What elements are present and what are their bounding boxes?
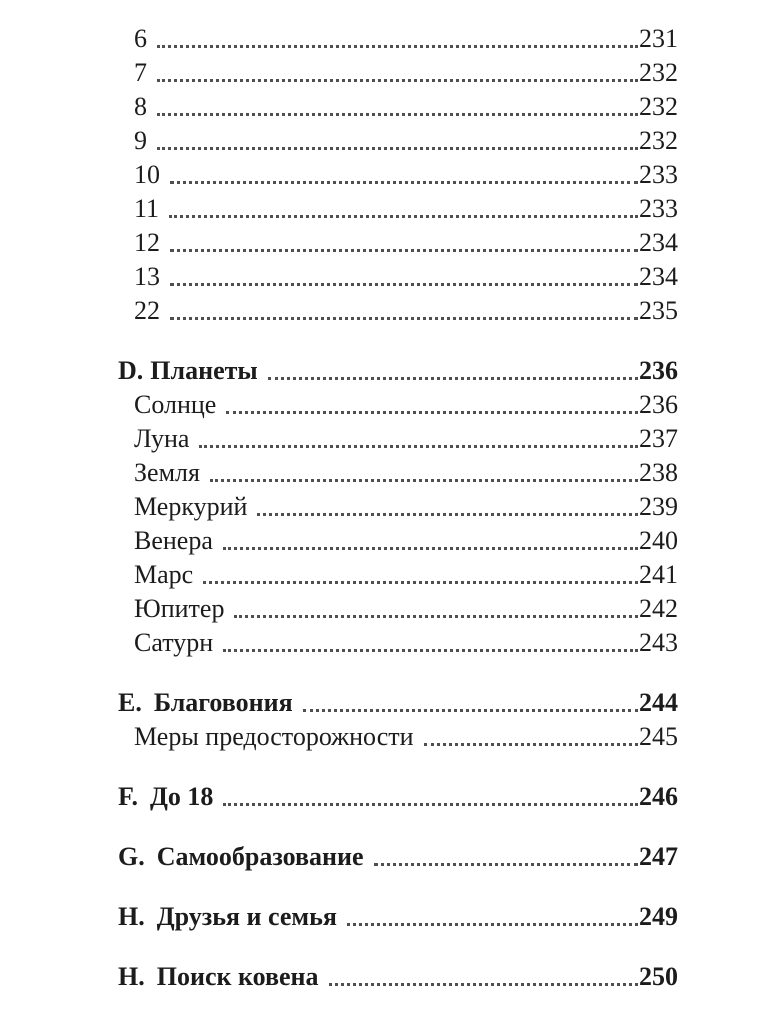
toc-row	[118, 124, 678, 158]
toc-section-row	[118, 780, 678, 814]
dot-leader	[374, 863, 638, 866]
dot-leader	[223, 803, 638, 806]
dot-leader	[234, 615, 638, 618]
toc-row	[118, 490, 678, 524]
toc-row	[118, 22, 678, 56]
toc-page-number: 234	[639, 262, 678, 291]
toc-section-label	[118, 900, 337, 934]
toc-page-number: 232	[639, 126, 678, 155]
toc-row	[118, 388, 678, 422]
toc-page-number: 247	[639, 842, 678, 871]
toc-entry-label: 8	[134, 92, 147, 121]
dot-leader	[170, 249, 638, 252]
toc-entry-label: 12	[134, 228, 160, 257]
toc-page-number: 231	[639, 24, 678, 53]
toc-entry-label: 10	[134, 160, 160, 189]
toc-entry-label: 7	[134, 58, 147, 87]
dot-leader	[203, 581, 638, 584]
toc-page-number: 237	[639, 424, 678, 453]
section-title: Самообразование	[156, 842, 364, 871]
dot-leader	[223, 547, 638, 550]
toc-section-row	[118, 354, 678, 388]
toc-entry-label: Марс	[134, 560, 194, 589]
toc-page-number: 233	[639, 194, 678, 223]
section-letter: D.	[118, 356, 144, 385]
toc-row	[118, 592, 678, 626]
toc-row	[118, 90, 678, 124]
toc-page-number: 232	[639, 92, 678, 121]
toc-page-number: 249	[639, 902, 678, 931]
toc-section-label	[118, 354, 258, 388]
section-letter: G.	[118, 842, 145, 871]
toc-page-number: 233	[639, 160, 678, 189]
toc-page-number: 246	[639, 782, 678, 811]
dot-leader	[223, 649, 638, 652]
dot-leader	[170, 283, 638, 286]
toc-page-number: 232	[639, 58, 678, 87]
toc-section-row	[118, 960, 678, 994]
dot-leader	[329, 983, 638, 986]
dot-leader	[157, 79, 638, 82]
dot-leader	[303, 709, 638, 712]
toc-row	[118, 626, 678, 660]
toc-entry-label: 13	[134, 262, 160, 291]
section-letter: F.	[118, 782, 138, 811]
toc-row	[118, 456, 678, 490]
section-letter: H.	[118, 902, 145, 931]
dot-leader	[268, 377, 638, 380]
toc-page-number: 235	[639, 296, 678, 325]
toc-page-number: 234	[639, 228, 678, 257]
dot-leader	[226, 411, 638, 414]
toc-section-label	[118, 686, 293, 720]
toc-row	[118, 524, 678, 558]
toc-row	[118, 192, 678, 226]
toc-section-label	[118, 780, 213, 814]
dot-leader	[169, 215, 638, 218]
toc-entry-label: Меркурий	[134, 492, 248, 521]
toc-entry-label: Луна	[134, 424, 190, 453]
toc-section-label	[118, 840, 364, 874]
toc-row	[118, 226, 678, 260]
dot-leader	[170, 317, 638, 320]
section-title: До 18	[150, 782, 214, 811]
toc-row	[118, 56, 678, 90]
toc-row	[118, 158, 678, 192]
dot-leader	[210, 479, 638, 482]
toc-entry-label: 9	[134, 126, 147, 155]
dot-leader	[424, 743, 638, 746]
toc-entry-label: Земля	[134, 458, 200, 487]
dot-leader	[257, 513, 638, 516]
section-letter: E.	[118, 688, 142, 717]
toc-entry-label: Венера	[134, 526, 213, 555]
dot-leader	[170, 181, 638, 184]
toc-section-row	[118, 840, 678, 874]
toc-page-number: 240	[639, 526, 678, 555]
toc-page-number: 238	[639, 458, 678, 487]
dot-leader	[347, 923, 638, 926]
dot-leader	[157, 113, 638, 116]
toc-page-number: 236	[639, 356, 678, 385]
section-title: Поиск ковена	[156, 962, 319, 991]
section-letter: H.	[118, 962, 145, 991]
toc-page-number: 239	[639, 492, 678, 521]
dot-leader	[157, 147, 638, 150]
toc-entry-label: Солнце	[134, 390, 217, 419]
toc-row	[118, 558, 678, 592]
toc-page-number: 242	[639, 594, 678, 623]
toc-entry-label: 22	[134, 296, 160, 325]
dot-leader	[199, 445, 638, 448]
toc-page-number: 243	[639, 628, 678, 657]
toc-entry-label: Сатурн	[134, 628, 214, 657]
section-title: Друзья и семья	[156, 902, 337, 931]
toc-page-number: 244	[639, 688, 678, 717]
toc-section-row	[118, 900, 678, 934]
toc-row	[118, 422, 678, 456]
toc-row	[118, 260, 678, 294]
toc-row	[118, 294, 678, 328]
toc-entry-label: 11	[134, 194, 160, 223]
toc-section-label	[118, 960, 319, 994]
toc-row	[118, 720, 678, 754]
toc-page-number: 236	[639, 390, 678, 419]
section-title: Благовония	[153, 688, 293, 717]
toc-entry-label: 6	[134, 24, 147, 53]
toc-page-number: 241	[639, 560, 678, 589]
toc-page-number: 250	[639, 962, 678, 991]
toc-section-row	[118, 686, 678, 720]
toc-page-number: 245	[639, 722, 678, 751]
section-title: Планеты	[150, 356, 258, 385]
dot-leader	[157, 45, 638, 48]
toc-entry-label: Юпитер	[134, 594, 225, 623]
toc-entry-label: Меры предосторожности	[134, 722, 414, 751]
